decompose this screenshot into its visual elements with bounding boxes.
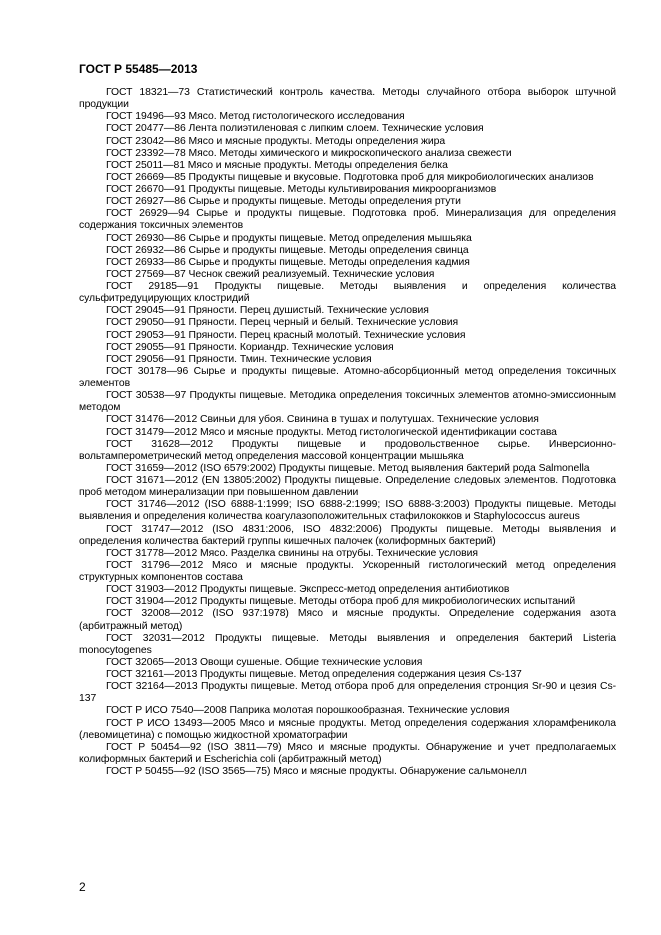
reference-entry: ГОСТ 26929—94 Сырье и продукты пищевые. Подготовка проб. Минерализация для определения содержания токсичных элементов [79, 208, 616, 232]
reference-entry: ГОСТ 31746—2012 (ISO 6888-1:1999; ISO 6888-2:1999; ISO 6888-3:2003) Продукты пищевые. Методы выявления и определения количества коагулазоположительных стафилококков и Staphylococcus aureus [79, 499, 616, 523]
reference-entry: ГОСТ 31796—2012 Мясо и мясные продукты. Ускоренный гистологический метод определения структурных компонентов состава [79, 559, 616, 583]
reference-entry: ГОСТ 18321—73 Статистический контроль качества. Методы случайного отбора выборок штучной продукции [79, 87, 616, 111]
reference-entry: ГОСТ 31747—2012 (ISO 4831:2006, ISO 4832:2006) Продукты пищевые. Методы выявления и определения количества бактерий группы кишечных палочек (колиформных бактерий) [79, 523, 616, 547]
reference-entry: ГОСТ 31778—2012 Мясо. Разделка свинины на отрубы. Технические условия [106, 547, 478, 559]
reference-entry: ГОСТ 23042—86 Мясо и мясные продукты. Методы определения жира [106, 135, 446, 147]
reference-entry: ГОСТ 32008—2012 (ISO 937:1978) Мясо и мясные продукты. Определение содержания азота (арбитражный метод) [79, 608, 616, 632]
reference-entry: ГОСТ 23392—78 Мясо. Методы химического и микроскопического анализа свежести [106, 147, 512, 159]
reference-entry: ГОСТ 26669—85 Продукты пищевые и вкусовые. Подготовка проб для микробиологических анализов [106, 171, 594, 183]
reference-entry: ГОСТ Р ИСО 13493—2005 Мясо и мясные продукты. Метод определения содержания хлорамфеникола (левомицетина) с помощью жидкостной хроматографии [79, 717, 616, 741]
reference-entry: ГОСТ 32031—2012 Продукты пищевые. Методы выявления и определения бактерий Listeria monocytogenes [79, 632, 616, 656]
reference-entry: ГОСТ 32161—2013 Продукты пищевые. Метод определения содержания цезия Cs-137 [106, 669, 522, 680]
reference-entry: ГОСТ 31659—2012 (ISO 6579:2002) Продукты пищевые. Метод выявления бактерий рода Salmonella [106, 462, 590, 474]
reference-entry: ГОСТ 26927—86 Сырье и продукты пищевые. Методы определения ртути [106, 196, 461, 208]
reference-entry: ГОСТ 26930—86 Сырье и продукты пищевые. Метод определения мышьяка [106, 232, 472, 244]
reference-entry: ГОСТ 29056—91 Пряности. Тмин. Технические условия [106, 353, 372, 365]
reference-entry: ГОСТ 29185—91 Продукты пищевые. Методы выявления и определения количества сульфитредуцирующих клостридий [79, 281, 616, 305]
reference-entry: ГОСТ 29053—91 Пряности. Перец красный молотый. Технические условия [106, 329, 466, 341]
reference-entry: ГОСТ 29045—91 Пряности. Перец душистый. Технические условия [106, 305, 429, 317]
reference-entry: ГОСТ Р 50455—92 (ISO 3565—75) Мясо и мясные продукты. Обнаружение сальмонелл [106, 766, 527, 777]
reference-entry: ГОСТ 20477—86 Лента полиэтиленовая с липким слоем. Технические условия [106, 123, 484, 135]
reference-entry: ГОСТ 30178—96 Сырье и продукты пищевые. Атомно-абсорбционный метод определения токсичных элементов [79, 365, 616, 389]
reference-entry: ГОСТ 27569—87 Чеснок свежий реализуемый. Технические условия [106, 268, 435, 280]
reference-entry: ГОСТ 29055—91 Пряности. Кориандр. Технические условия [106, 341, 394, 353]
reference-entry: ГОСТ 31671—2012 (EN 13805:2002) Продукты пищевые. Определение следовых элементов. Подготовка проб методом минерализации при повышенном давлении [79, 475, 616, 499]
page-number: 2 [79, 880, 86, 894]
reference-entry: ГОСТ 31903—2012 Продукты пищевые. Экспресс-метод определения антибиотиков [106, 584, 510, 596]
reference-entry: ГОСТ 31904—2012 Продукты пищевые. Методы отбора проб для микробиологических испытаний [106, 596, 576, 608]
reference-entry: ГОСТ 26933—86 Сырье и продукты пищевые. Методы определения кадмия [106, 256, 470, 268]
reference-entry: ГОСТ 32164—2013 Продукты пищевые. Метод отбора проб для определения стронция Sr-90 и цезия Cs-137 [79, 681, 616, 705]
reference-entry: ГОСТ 29050—91 Пряности. Перец черный и белый. Технические условия [106, 317, 459, 329]
reference-entry: ГОСТ Р 50454—92 (ISO 3811—79) Мясо и мясные продукты. Обнаружение и учет предполагаемых колиформных бактерий и Escherichia coli (арбитражный метод) [79, 741, 616, 765]
reference-entry: ГОСТ 26670—91 Продукты пищевые. Методы культивирования микроорганизмов [106, 184, 497, 195]
reference-entry: ГОСТ 26932—86 Сырье и продукты пищевые. Методы определения свинца [106, 244, 469, 256]
normative-references-list [79, 87, 616, 778]
reference-entry: ГОСТ 32065—2013 Овощи сушеные. Общие технические условия [106, 656, 423, 668]
reference-entry: ГОСТ 31628—2012 Продукты пищевые и продовольственное сырье. Инверсионно-вольтамперометрический метод определения массовой концентрации мышьяка [79, 438, 616, 462]
reference-entry: ГОСТ Р ИСО 7540—2008 Паприка молотая порошкообразная. Технические условия [106, 705, 510, 717]
reference-entry: ГОСТ 31479—2012 Мясо и мясные продукты. Метод гистологической идентификации состава [106, 426, 557, 438]
reference-entry: ГОСТ 25011—81 Мясо и мясные продукты. Методы определения белка [106, 159, 448, 171]
reference-entry: ГОСТ 30538—97 Продукты пищевые. Методика определения токсичных элементов атомно-эмиссионным методом [79, 390, 616, 414]
reference-entry: ГОСТ 19496—93 Мясо. Метод гистологического исследования [106, 111, 405, 123]
reference-entry: ГОСТ 31476—2012 Свиньи для убоя. Свинина в тушах и полутушах. Технические условия [106, 414, 539, 426]
document-header: ГОСТ Р 55485—2013 [79, 62, 198, 76]
